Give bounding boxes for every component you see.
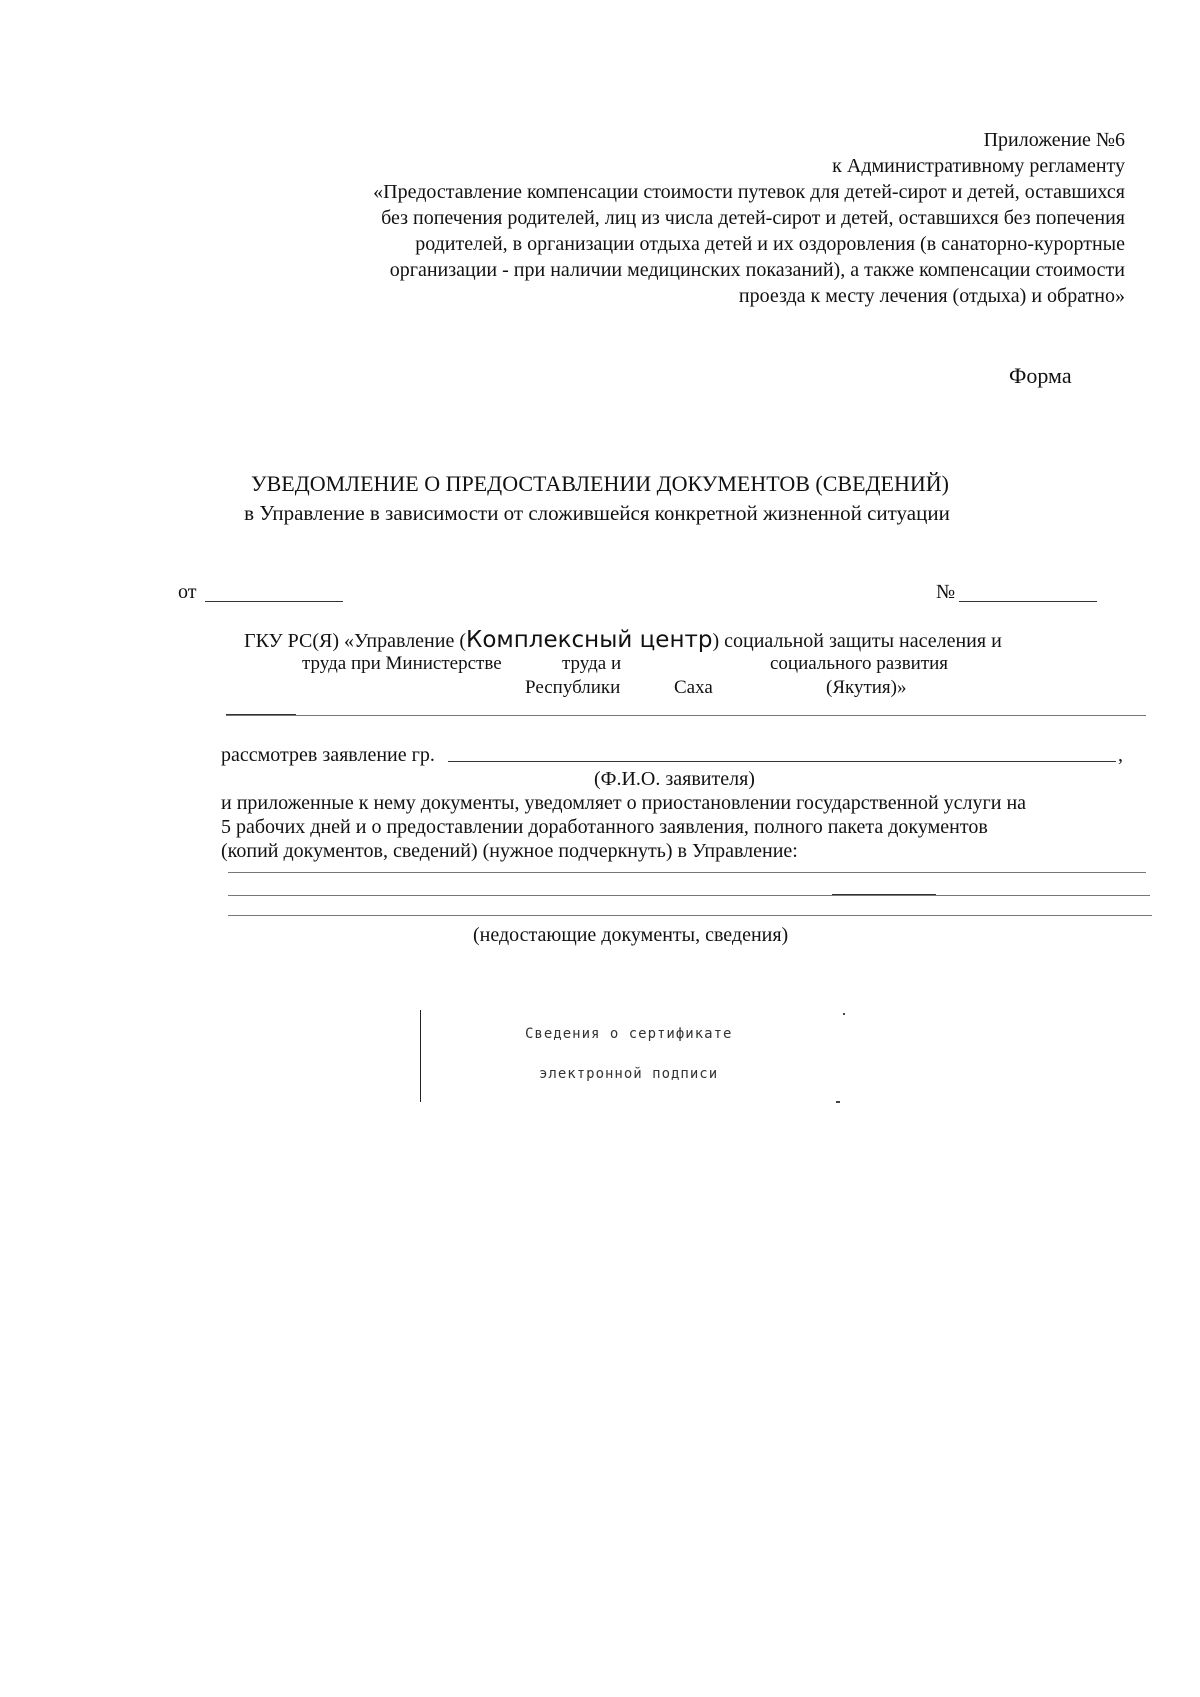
appendix-title-line-3: родителей, в организации отдыха детей и их оздоровления (в санаторно-курортные [415, 233, 1125, 255]
body-text-line-3: (копий документов, сведений) (нужное подчеркнуть) в Управление: [221, 840, 798, 862]
body-text-line-2: 5 рабочих дней и о предоставлении доработанного заявления, полного пакета документов [221, 816, 988, 838]
signature-stamp-border [420, 1010, 421, 1102]
body-text-line-1: и приложенные к нему документы, уведомляет о приостановлении государственной услуги на [221, 792, 1027, 814]
missing-docs-line-2[interactable] [228, 895, 1150, 896]
page-title: УВЕДОМЛЕНИЕ О ПРЕДОСТАВЛЕНИИ ДОКУМЕНТОВ (СВЕДЕНИЙ) [251, 471, 949, 496]
org-line2-b: труда и [562, 653, 622, 674]
signature-stamp-mark-2 [836, 1101, 840, 1103]
appendix-regulation: к Административному регламенту [832, 155, 1125, 177]
missing-docs-line-3[interactable] [228, 915, 1152, 916]
from-label: от [178, 581, 197, 603]
org-line3-a: Республики [525, 677, 621, 698]
signature-stamp-mark [843, 1013, 845, 1015]
appendix-title-line-2: без попечения родителей, лиц из числа детей-сирот и детей, оставшихся без попечения [381, 207, 1125, 229]
signature-stamp-line-2: электронной подписи [539, 1066, 719, 1082]
organization-line-1 [244, 625, 1002, 656]
org-line2-c: социального развития [770, 653, 949, 674]
org-line3-c: (Якутия)» [826, 677, 907, 698]
missing-docs-line-2-accent [832, 894, 936, 895]
org-line3-b: Саха [674, 677, 713, 698]
appendix-title-line-1: «Предоставление компенсации стоимости путевок для детей-сирот и детей, оставшихся [373, 181, 1125, 203]
missing-docs-caption: (недостающие документы, сведения) [473, 924, 789, 946]
appendix-number: Приложение №6 [983, 129, 1125, 151]
org-line2-a: труда при Министерстве [302, 653, 502, 674]
org-center-name: Комплексный центр [466, 627, 713, 653]
appendix-title-line-4: организации - при наличии медицинских показаний), а также компенсации стоимости [389, 259, 1125, 281]
considered-label: рассмотрев заявление гр. [221, 744, 435, 766]
applicant-name-line[interactable] [448, 761, 1116, 762]
date-field-line[interactable] [205, 601, 343, 602]
number-label: № [936, 581, 956, 603]
organization-underline [226, 715, 1146, 716]
organization-underline-accent [226, 714, 296, 715]
appendix-title-line-5: проезда к месту лечения (отдыха) и обратно» [738, 285, 1125, 307]
missing-docs-line-1[interactable] [228, 872, 1146, 873]
form-label: Форма [1009, 363, 1072, 388]
fio-caption: (Ф.И.О. заявителя) [594, 768, 755, 790]
org-part2: ) социальной защиты населения и [712, 630, 1002, 652]
number-field-line[interactable] [959, 601, 1097, 602]
applicant-comma: , [1118, 744, 1123, 766]
page-subtitle: в Управление в зависимости от сложившейся конкретной жизненной ситуации [244, 501, 950, 525]
org-part1: ГКУ РС(Я) «Управление ( [244, 630, 466, 652]
signature-stamp-line-1: Сведения о сертификате [525, 1026, 733, 1042]
